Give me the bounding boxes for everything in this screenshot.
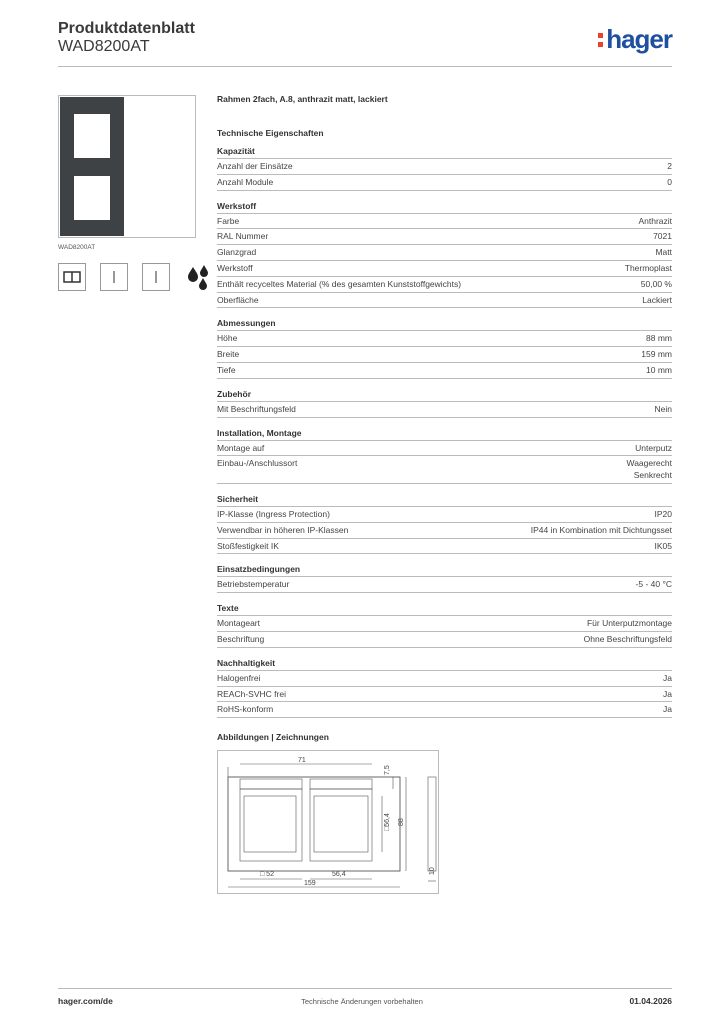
spec-row [217,456,672,484]
drawings-title: Abbildungen | Zeichnungen [217,732,329,743]
spec-group-title: Texte [217,603,672,616]
spec-content [217,94,672,742]
spec-label: Glanzgrad [217,247,257,258]
spec-group [217,146,672,191]
spec-row [217,702,672,718]
spec-label: Montage auf [217,442,265,453]
spec-label: Höhe [217,333,238,344]
spec-label: Farbe [217,215,240,226]
spec-value-line: Lackiert [642,294,672,305]
spec-group [217,603,672,648]
spec-value-line: 88 mm [646,333,672,344]
spec-label: Anzahl Module [217,176,274,187]
spec-value-line: Unterputz [635,442,672,453]
spec-value [655,509,673,521]
spec-value-line: IP20 [654,508,672,519]
spec-group-title: Einsatzbedingungen [217,564,672,577]
spec-value [646,365,672,377]
spec-row [217,441,672,457]
spec-label: RAL Nummer [217,231,269,242]
vertical-bar-icon [142,263,170,291]
spec-row [217,347,672,363]
spec-row [217,671,672,687]
spec-value-line: IP44 in Kombination mit Dichtungsset [530,524,672,535]
spec-label: RoHS-konform [217,704,274,715]
spec-row [217,616,672,632]
spec-value [587,618,672,630]
spec-value-line: IK05 [654,540,672,551]
spec-group [217,201,672,309]
spec-value [655,404,672,416]
spec-value-line: 10 mm [646,364,672,375]
spec-label: Einbau-/Anschlussort [217,458,298,469]
spec-value [667,161,672,173]
product-title: Rahmen 2fach, A.8, anthrazit matt, lackiert [217,94,388,104]
spec-group-title: Zubehör [217,389,672,402]
spec-value [531,525,672,537]
frame-opening-bottom [74,176,110,220]
spec-value [653,231,672,243]
footer-disclaimer: Technische Änderungen vorbehalten [301,997,423,1006]
dim-56-4-vertical: □56,4 [384,813,391,831]
spec-value [646,333,672,345]
section-heading: Technische Eigenschaften [217,128,324,138]
spec-value [625,263,672,275]
spec-row [217,577,672,593]
spec-row [217,523,672,539]
spec-value [655,247,672,259]
spec-group [217,494,672,554]
spec-row [217,507,672,523]
double-frame-icon [58,263,86,291]
spec-value [663,689,672,701]
spec-value-line: Waagerecht [626,458,672,469]
spec-group-title: Kapazität [217,146,672,159]
spec-row [217,632,672,648]
spec-value-line: Matt [655,247,672,258]
spec-group [217,318,672,378]
spec-row [217,293,672,309]
spec-row [217,229,672,245]
spec-value-line: Anthrazit [638,215,672,226]
spec-value [655,541,673,553]
spec-label: Mit Beschriftungsfeld [217,403,296,414]
spec-value-line: Ja [663,704,672,715]
logo-dots-icon [598,33,603,47]
spec-label: IP-Klasse (Ingress Protection) [217,508,330,519]
spec-value-line: 50,00 % [640,278,672,289]
spec-value [663,704,672,716]
spec-value-line: Thermoplast [624,262,672,273]
spec-value-line: Senkrecht [633,470,672,481]
spec-value [638,216,672,228]
spec-value-line: 7021 [653,231,672,242]
feature-icons [58,263,212,291]
spec-value-line: Ja [663,688,672,699]
spec-value-line: Nein [654,403,672,414]
footer-divider [58,988,672,989]
spec-group [217,389,672,418]
spec-row [217,539,672,555]
spec-value [635,443,672,455]
dim-7-5: 7,5 [384,765,391,775]
footer-website: hager.com/de [58,996,113,1006]
spec-label: Tiefe [217,364,236,375]
dim-88: 88 [398,818,405,826]
vertical-bar-icon [100,263,128,291]
spec-value [636,579,672,591]
spec-row [217,245,672,261]
spec-label: Halogenfrei [217,672,261,683]
logo-text: hager [606,24,672,54]
spec-group-title: Nachhaltigkeit [217,658,672,671]
spec-group-title: Installation, Montage [217,428,672,441]
spec-value-line: -5 - 40 °C [635,579,672,590]
spec-value [641,349,672,361]
spec-group-title: Sicherheit [217,494,672,507]
spec-label: Werkstoff [217,262,253,273]
spec-value [642,295,672,307]
spec-value-line: 0 [667,176,672,187]
image-caption: WAD8200AT [58,244,96,251]
dim-10: 10 [429,867,436,875]
spec-value-line: Für Unterputzmontage [586,618,672,629]
spec-group-title: Abmessungen [217,318,672,331]
page-title: Produktdatenblatt [58,20,195,37]
product-image [58,95,196,238]
spec-row [217,687,672,703]
footer-date: 01.04.2026 [629,996,672,1006]
spec-value [667,177,672,189]
product-code: WAD8200AT [58,38,150,55]
spec-group [217,564,672,593]
water-drops-icon [184,263,212,291]
spec-group-title: Werkstoff [217,201,672,214]
dimension-drawing [217,750,439,894]
spec-label: REACh-SVHC frei [217,688,286,699]
spec-value-line: 159 mm [641,349,672,360]
spec-label: Betriebstemperatur [217,579,290,590]
spec-row [217,261,672,277]
spec-row [217,277,672,293]
spec-label: Breite [217,349,240,360]
spec-row [217,214,672,230]
hager-logo [598,24,672,55]
dim-52: □ 52 [260,871,274,878]
frame-opening-top [74,114,110,158]
spec-value-line: 2 [667,161,672,171]
spec-row [217,331,672,347]
header-divider [58,66,672,67]
spec-label: Enthält recyceltes Material (% des gesamten Kunststoffgewichts) [217,278,462,289]
spec-value [663,673,672,685]
spec-row [217,363,672,379]
spec-groups [217,146,672,718]
spec-value [626,458,672,482]
spec-label: Montageart [217,618,260,629]
spec-label: Beschriftung [217,633,265,644]
dim-159: 159 [304,880,316,887]
spec-value [584,634,672,646]
spec-label: Anzahl der Einsätze [217,161,293,171]
spec-label: Oberfläche [217,294,259,305]
spec-group [217,428,672,484]
frame-illustration [60,97,124,236]
dim-71: 71 [298,757,306,764]
spec-label: Verwendbar in höheren IP-Klassen [217,524,349,535]
dim-56-4-horizontal: 56,4 [332,871,346,878]
spec-value [641,279,672,291]
spec-row [217,175,672,191]
spec-group [217,658,672,718]
spec-value-line: Ohne Beschriftungsfeld [583,633,672,644]
spec-label: Stoßfestigkeit IK [217,540,279,551]
spec-row [217,159,672,175]
spec-value-line: Ja [663,672,672,683]
spec-row [217,402,672,418]
